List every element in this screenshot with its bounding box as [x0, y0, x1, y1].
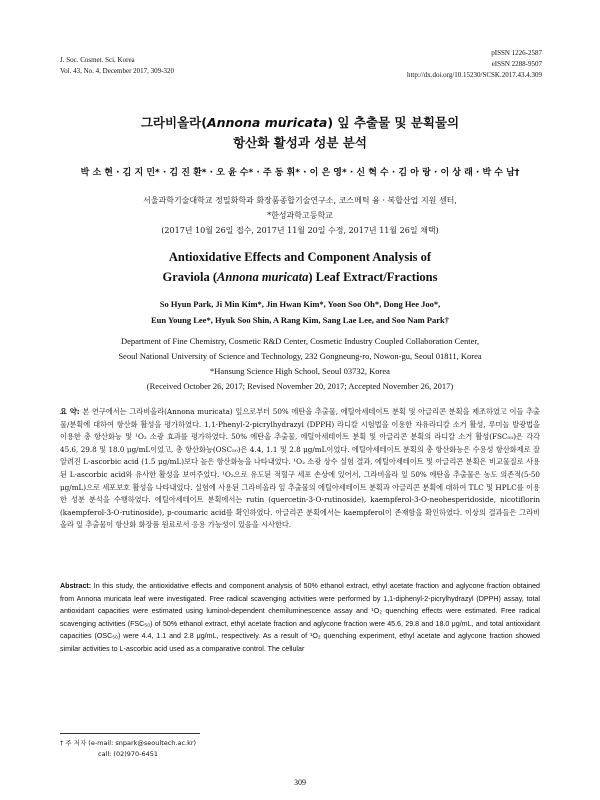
eissn: eISSN 2288-9507 — [491, 60, 542, 68]
pissn: pISSN 1226-2587 — [491, 49, 542, 57]
english-authors: So Hyun Park, Ji Min Kim*, Jin Hwan Kim*, Yoon Soo Oh*, Dong Hee Joo*, Eun Young Lee*, Hyuk Soo Shin, A Rang Kim, Sang Lae Lee, and Soo Nam Park† — [151, 299, 449, 325]
journal-name: J. Soc. Cosmet. Sci. Korea — [60, 56, 135, 64]
english-abstract-text: In this study, the antioxidative effects and component analysis of 50% ethanol extract, ethyl acetate fraction and aglycone fraction obtained from Annona muricata leaf were investigated. Free radical scavenging activities were performed by 1,1-diphenyl-2-picrylhydrazyl (DPPH) assay, total antioxidant capacities were estimated using luminol-dependent chemiluminescence assay and ¹O₂ quenching effects were estimated. Free radical scavenging activities (FSC₅₀) of 50% ethanol extract, ethyl acetate fraction and aglycone fraction were 45.6, 29.8 and 18.0 μg/mL, and total antioxidant capacities (OSC₅₀) were 4.4, 1.1 and 2.8 μg/mL, respectively. As a result of ¹O₂ quenching experiment, ethyl acetate and aglycone fraction showed similar activities to L-ascorbic acid used as a comparative control. The cellular — [60, 582, 540, 653]
english-abstract — [60, 580, 540, 656]
journal-header — [60, 55, 174, 77]
english-affiliation: Department of Fine Chemistry, Cosmetic R&D Center, Cosmetic Industry Coupled Collaboration Center, Seoul National University of Science and Technology, 232 Gongneung-ro, Nowon-gu, Seoul 01811, Korea *Hansung Science High School, Seoul 03732, Korea (Received October 26, 2017; Revised November 20, 2017; Accepted November 26, 2017) — [0, 334, 600, 394]
doi-link[interactable]: http://dx.doi.org/10.15230/SCSK.2017.43.4.309 — [406, 71, 542, 79]
english-dates: (Received October 26, 2017; Revised November 20, 2017; Accepted November 26, 2017) — [146, 381, 454, 391]
footnote — [60, 738, 196, 760]
korean-authors: 박 소 현 · 김 지 민* · 김 진 환* · 오 윤 수* · 주 동 휘* · 이 은 영* · 신 혁 수 · 김 아 랑 · 이 상 래 · 박 수 남† — [80, 168, 520, 178]
korean-title: 그라비올라(Annona muricata) 잎 추출물 및 분획물의 항산화 활성과 성분 분석 — [140, 115, 460, 150]
corresponding-author-email[interactable]: † 주 저자 (e-mail: snpark@seoultech.ac.kr) — [60, 739, 197, 747]
issn-block — [407, 48, 542, 81]
page-number: 309 — [294, 778, 306, 787]
english-abstract-label: Abstract: — [60, 582, 92, 590]
footnote-divider — [60, 733, 200, 734]
english-title: Antioxidative Effects and Component Analysis of Graviola (Annona muricata) Leaf Extract/Fractions — [162, 250, 438, 284]
corresponding-author-phone: call: (02)970-6451 — [98, 750, 159, 758]
korean-abstract — [60, 406, 540, 532]
korean-affiliation: 서울과학기술대학교 정밀화학과 화장품종합기술연구소, 코스메틱 융 · 복합산업 지원 센터, *한성과학고등학교 (2017년 10월 26일 접수, 2017년 11월 20일 수정, 2017년 11월 26일 채택) — [0, 193, 600, 238]
korean-abstract-label: 요 약: — [60, 407, 80, 416]
korean-abstract-text: 본 연구에서는 그라비올라(Annona muricata) 잎으로부터 50% 에탄올 추출물, 에틸아세테이트 분획 및 아글리콘 분획을 제조하였고 이들 추출물/분획에 대하여 항산화 활성을 평가하였다. 1,1-Phenyl-2-picrylhydrazyl (DPPH) 라디칼 시험법을 이용한 자유라디칼 소거 활성, 루미놀 발광법을 이용한 총 항산화능 및 ¹O₂ 소광 효과를 평가하였다. 50% 에탄올 추출물, 에틸아세테이트 분획 및 아글리콘 분획의 라디칼 소거 활성(FSC₅₀)은 각각 45.6, 29.8 및 18.0 μg/mL이었고, 총 항산화능(OSC₅₀)은 4.4, 1.1 및 2.8 μg/mL이었다. 에틸아세테이트 분획의 총 항산화능은 수용성 항산화제로 잘 알려진 L-ascorbic acid (1.5 μg/mL)보다 높은 항산화능을 나타내었다. ¹O₂ 소광 상수 실험 결과, 에틸아세테이트 및 아글리콘 분획은 비교물질로 사용된 L-ascorbic acid와 유사한 활성을 보여주었다. ¹O₂으로 유도된 적혈구 세포 손상에 있어서, 그라비올라 잎 50% 에탄올 추출물은 농도 의존적(5-50 μg/mL)으로 세포보호 활성을 나타내었다. 실험에 사용된 그라비올라 잎 추출물의 에틸아세테이트 분획과 아글리콘 분획에 대하여 TLC 및 HPLC를 이용한 성분 분석을 수행하였다. 에틸아세테이트 분획에서는 rutin (quercetin-3-O-rutinoside), kaempferol-3-O-neohesperidoside, nicotiflorin (kaempferol-3-O-rutinoside), p-coumaric acid를 확인하였다. 아글리콘 분획에서는 kaempferol이 존재함을 확인하였다. 이상의 결과들은 그라비올라 잎 추출물이 항산화 화장품 원료로서 응용 가능성이 있음을 시사한다. — [60, 407, 540, 530]
journal-volume: Vol. 43, No. 4, December 2017, 309-320 — [60, 67, 174, 75]
korean-dates: (2017년 10월 26일 접수, 2017년 11월 20일 수정, 2017년 11월 26일 채택) — [161, 226, 439, 235]
